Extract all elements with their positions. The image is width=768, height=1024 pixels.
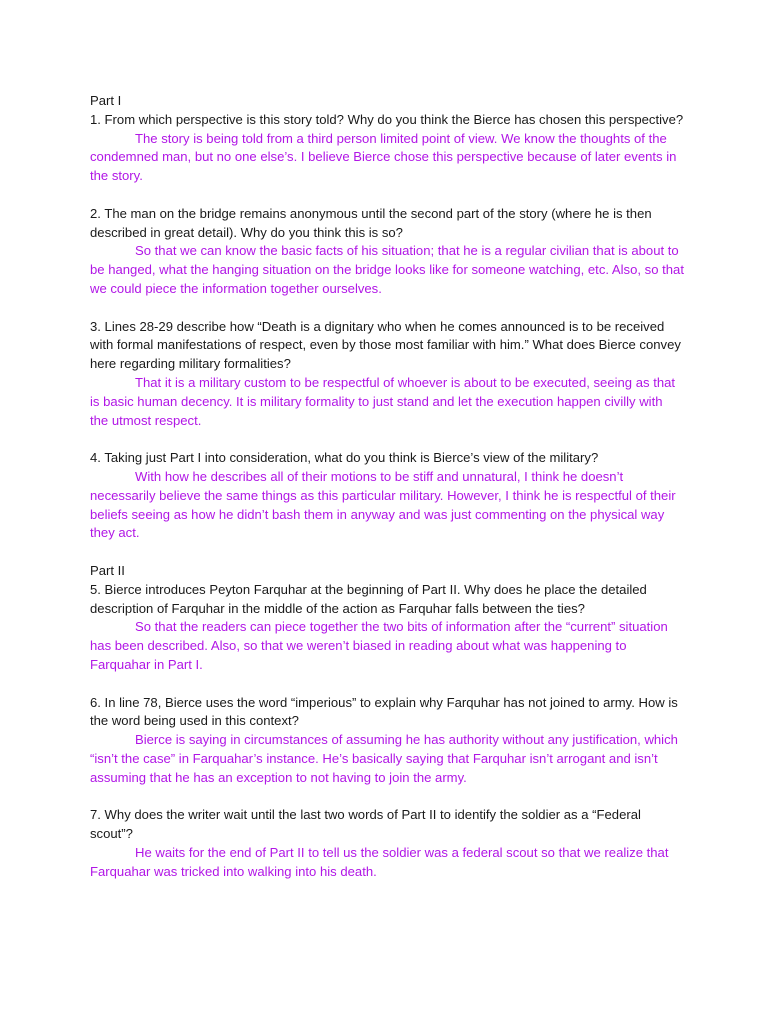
spacer [90, 675, 684, 694]
answer-1: The story is being told from a third person limited point of view. We know the thoughts of the condemned man, but no one else’s. I believe Bierce chose this perspective because of later events in the story. [90, 130, 677, 184]
question-2: 2. The man on the bridge remains anonymous until the second part of the story (where he is then described in great detail). Why do you think this is so? [90, 205, 652, 240]
question-block-5 [90, 581, 684, 675]
spacer [90, 299, 684, 318]
answer-2: So that we can know the basic facts of his situation; that he is a regular civilian that is about to be hanged, what the hanging situation on the bridge looks like for someone watching, etc. Also, so that we could piece the information together ourselves. [90, 243, 684, 296]
question-block-7 [90, 806, 684, 881]
question-7: 7. Why does the writer wait until the last two words of Part II to identify the soldier as a “Federal scout”? [90, 807, 641, 842]
question-1: 1. From which perspective is this story told? Why do you think the Bierce has chosen this perspective? [90, 111, 684, 127]
answer-7: He waits for the end of Part II to tell us the soldier was a federal scout so that we realize that Farquahar was tricked into walking into his death. [90, 844, 669, 879]
answer-6: Bierce is saying in circumstances of assuming he has authority without any justification, which “isn’t the case” in Farquahar’s instance. He’s basically saying that Farquhar isn’t arrogant and isn’t assuming that he has an exception to not having to join the army. [90, 732, 678, 785]
part-2-heading: Part II [90, 562, 125, 578]
spacer [90, 186, 684, 205]
question-3: 3. Lines 28-29 describe how “Death is a dignitary who when he comes announced is to be received with formal manifestations of respect, even by those most familiar with him.” What does Bierce convey here regarding military formalities? [90, 318, 681, 372]
spacer [90, 543, 684, 562]
question-block-3 [90, 318, 684, 431]
answer-5: So that the readers can piece together the two bits of information after the “current” situation has been described. Also, so that we weren’t biased in reading about what was happening to Farquahar in Part I. [90, 619, 668, 672]
question-block-1 [90, 111, 684, 186]
part-1-heading: Part I [90, 93, 122, 108]
question-4: 4. Taking just Part I into consideration, what do you think is Bierce’s view of the military? [90, 450, 599, 466]
answer-4: With how he describes all of their motions to be stiff and unnatural, I think he doesn’t necessarily believe the same things as this particular military. However, I think he is respectful of their beliefs seeing as how he didn’t bash them in anyway and was just commenting on the physical way they act. [90, 468, 676, 541]
spacer [90, 430, 684, 449]
answer-3: That it is a military custom to be respectful of whoever is about to be executed, seeing as that is basic human decency. It is military formality to just stand and let the execution happen civilly with the utmost respect. [90, 374, 676, 428]
question-block-4 [90, 449, 684, 543]
question-block-6 [90, 694, 684, 788]
spacer [90, 787, 684, 806]
question-5: 5. Bierce introduces Peyton Farquhar at the beginning of Part II. Why does he place the detailed description of Farquhar in the middle of the action as Farquhar falls between the ties? [90, 581, 647, 616]
question-block-2 [90, 205, 684, 299]
document-body [90, 92, 684, 881]
question-6: 6. In line 78, Bierce uses the word “imperious” to explain why Farquhar has not joined to army. How is the word being used in this context? [90, 694, 678, 729]
